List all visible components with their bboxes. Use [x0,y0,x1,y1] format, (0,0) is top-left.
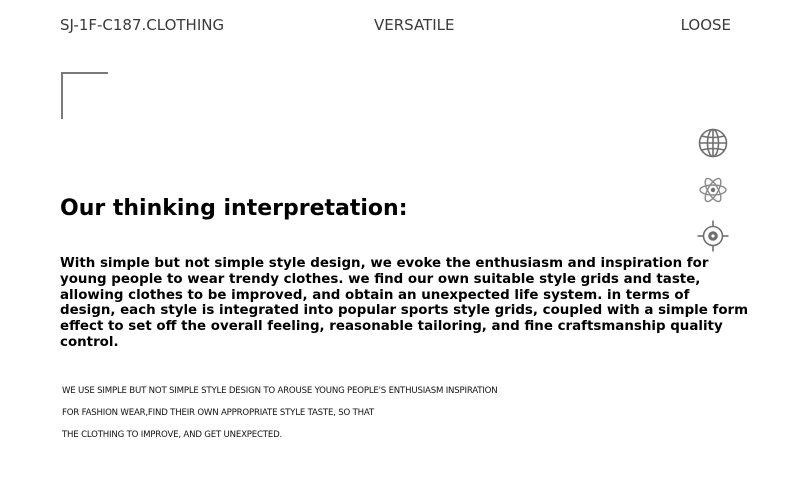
caption-line: FOR FASHION WEAR,FIND THEIR OWN APPROPRIATE STYLE TASTE, SO THAT [62,408,374,418]
paragraph-line: With simple but not simple style design, we evoke the enthusiasm and inspiration for [60,256,709,271]
paragraph-line: allowing clothes to be improved, and obtain an unexpected life system. in terms of [60,287,690,303]
caption-line: WE USE SIMPLE BUT NOT SIMPLE STYLE DESIGN TO AROUSE YOUNG PEOPLE'S ENTHUSIASM INSPIRATION [62,386,498,396]
header-versatile-label: VERSATILE [374,16,455,34]
description-paragraph [60,256,749,351]
section-heading: Our thinking interpretation: [60,196,408,221]
paragraph-line: young people to wear trendy clothes. we find our own suitable style grids and taste, [60,271,701,287]
target-icon [696,219,730,253]
paragraph-line: effect to set off the overall feeling, reasonable tailoring, and fine craftsmanship quality [60,319,723,335]
atom-icon [696,173,730,207]
paragraph-line: control. [60,334,119,350]
product-code: SJ-1F-C187.CLOTHING [60,16,225,34]
corner-bracket-decoration [61,72,108,119]
paragraph-line: design, each style is integrated into popular sports style grids, coupled with a simple form [60,303,749,319]
caption-line: THE CLOTHING TO IMPROVE, AND GET UNEXPECTED. [62,430,283,440]
header-loose-label: LOOSE [680,16,731,34]
globe-icon [696,126,730,160]
